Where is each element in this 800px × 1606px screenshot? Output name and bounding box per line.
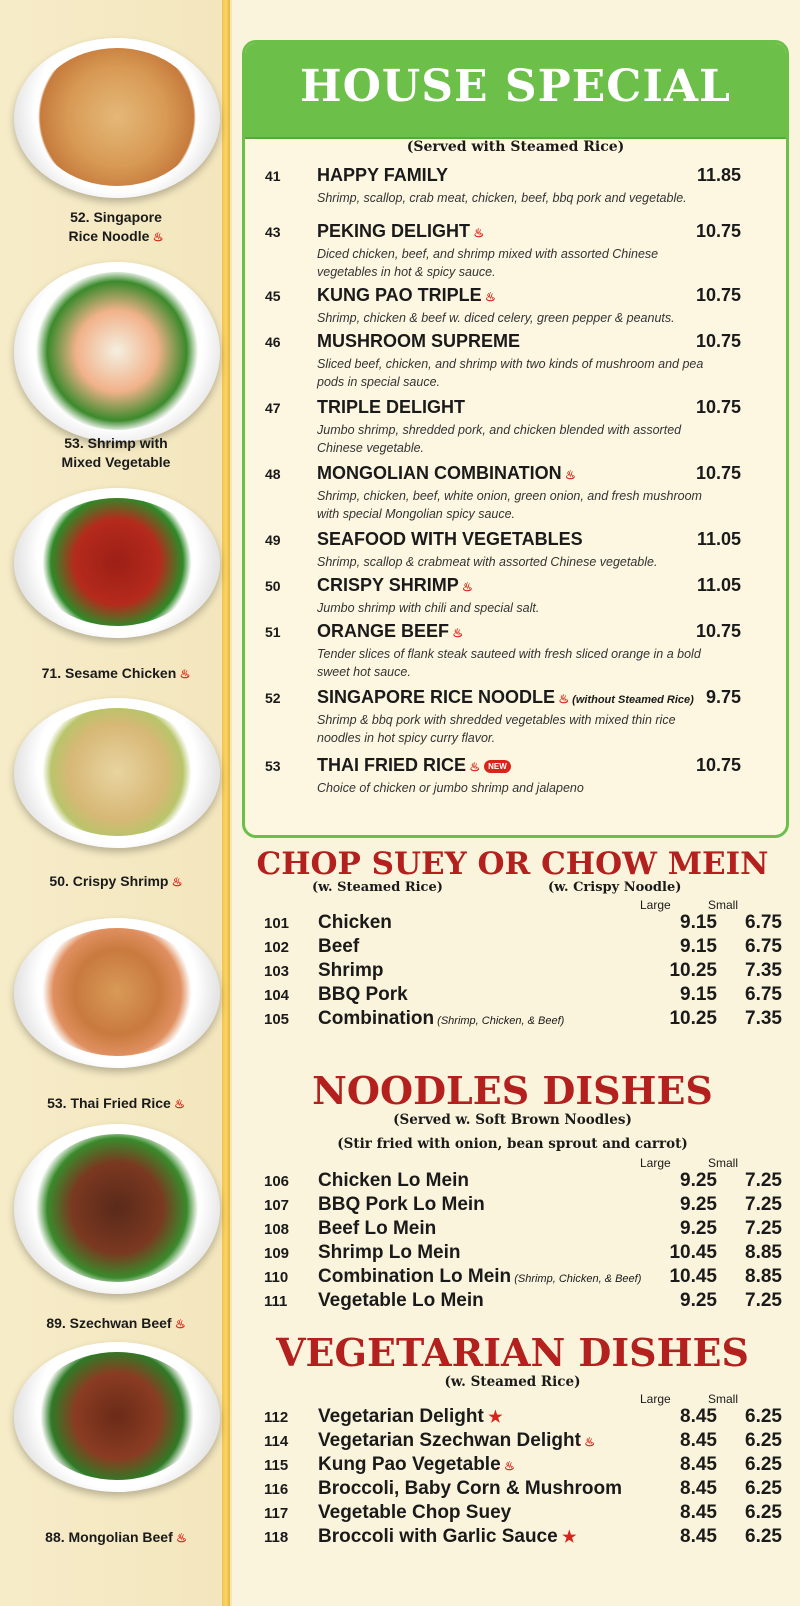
price-small: 8.85	[745, 1266, 782, 1287]
photo-caption	[0, 1314, 232, 1334]
dish-food	[32, 928, 202, 1056]
menu-row	[242, 912, 783, 936]
item-number: 110	[264, 1269, 289, 1286]
dish-photo	[14, 38, 220, 198]
price-large: 8.45	[680, 1526, 717, 1547]
noodles-sub1: (Served w. Soft Brown Noodles)	[393, 1112, 632, 1128]
chop-suey-sub-right: (w. Crispy Noodle)	[548, 880, 682, 895]
item-name: Beef	[318, 936, 360, 957]
photo-caption	[0, 872, 232, 892]
noodles-col-small: Small	[708, 1156, 739, 1170]
item-name: SEAFOOD WITH VEGETABLES	[317, 529, 583, 549]
item-description: Shrimp, scallop, crab meat, chicken, beef, bbq pork and vegetable.	[317, 191, 687, 205]
pepper-icon: ♨	[172, 1531, 187, 1545]
caption-text: Mixed Vegetable	[61, 454, 171, 470]
item-note: (without Steamed Rice)	[569, 694, 694, 706]
house-special-panel	[242, 40, 789, 838]
price-small: 8.85	[745, 1242, 782, 1263]
item-name: ORANGE BEEF ♨	[317, 621, 464, 641]
dish-photo	[14, 488, 220, 638]
item-number: 43	[265, 224, 281, 240]
pepper-icon: ♨	[500, 1459, 515, 1473]
item-number: 114	[264, 1433, 289, 1450]
item-price: 10.75	[695, 331, 741, 351]
item-name: CRISPY SHRIMP ♨	[317, 575, 473, 595]
item-number: 116	[264, 1481, 289, 1498]
item-description: Jumbo shrimp with chili and special salt.	[317, 601, 540, 615]
price-large: 10.45	[669, 1242, 717, 1263]
item-name: Chicken	[318, 912, 392, 933]
price-large: 8.45	[680, 1502, 717, 1523]
item-name: Broccoli with Garlic Sauce ★	[318, 1526, 577, 1547]
item-number: 103	[264, 963, 290, 980]
item-description: Sliced beef, chicken, and shrimp with two kinds of mushroom and pea pods in special sauce.	[317, 357, 704, 389]
price-large: 8.45	[680, 1406, 717, 1427]
menu-row	[242, 1242, 783, 1266]
menu-row	[242, 1454, 783, 1478]
price-small: 7.25	[745, 1290, 782, 1311]
pepper-icon: ♨	[561, 468, 576, 482]
vegetarian-title: VEGETARIAN DISHES	[276, 1330, 749, 1375]
menu-row	[242, 1266, 783, 1290]
item-name: Shrimp	[318, 960, 384, 981]
item-name: Shrimp Lo Mein	[318, 1242, 461, 1263]
dish-food	[32, 1134, 202, 1282]
item-price: 11.85	[696, 165, 741, 185]
chop-suey-title: CHOP SUEY OR CHOW MEIN	[256, 846, 769, 882]
item-number: 45	[265, 288, 281, 304]
price-small: 6.25	[745, 1454, 782, 1475]
item-number: 48	[265, 466, 281, 482]
item-number: 47	[265, 400, 281, 416]
item-name: Kung Pao Vegetable ♨	[318, 1454, 515, 1475]
item-description: Choice of chicken or jumbo shrimp and jalapeno	[317, 781, 584, 795]
caption-text: 88. Mongolian Beef	[45, 1529, 173, 1545]
item-number: 117	[264, 1505, 289, 1522]
chop-suey-col-small: Small	[708, 898, 739, 912]
menu-row	[242, 984, 783, 1008]
item-number: 101	[264, 915, 290, 932]
item-number: 49	[265, 532, 281, 548]
pepper-icon: ♨	[171, 1317, 186, 1331]
item-price: 11.05	[696, 575, 741, 595]
menu-row	[242, 1170, 783, 1194]
dish-food	[32, 272, 202, 430]
dish-food	[32, 498, 202, 626]
item-note: (Shrimp, Chicken, & Beef)	[511, 1273, 642, 1285]
menu-row	[242, 1194, 783, 1218]
item-name: BBQ Pork	[318, 984, 408, 1005]
noodles-title: NOODLES DISHES	[312, 1068, 713, 1113]
item-price: 10.75	[695, 397, 741, 417]
pepper-icon: ♨	[580, 1435, 596, 1449]
house-special-title: HOUSE SPECIAL	[300, 61, 731, 112]
item-name: MONGOLIAN COMBINATION ♨	[317, 463, 576, 483]
item-price: 10.75	[695, 621, 741, 641]
item-price: 10.75	[695, 755, 741, 775]
item-description: Shrimp, chicken & beef w. diced celery, green pepper & peanuts.	[317, 311, 675, 325]
dish-food	[32, 1352, 202, 1480]
item-price: 10.75	[695, 285, 741, 305]
price-small: 6.75	[745, 912, 782, 933]
item-number: 115	[264, 1457, 289, 1474]
pepper-icon: ♨	[470, 226, 485, 240]
dish-photo	[14, 1342, 220, 1492]
item-number: 111	[264, 1293, 288, 1310]
price-small: 6.75	[745, 984, 782, 1005]
item-price: 10.75	[695, 463, 741, 483]
item-number: 118	[264, 1529, 289, 1546]
caption-text: 53. Shrimp with	[64, 435, 168, 451]
pepper-icon: ♨	[149, 230, 164, 244]
item-name: KUNG PAO TRIPLE ♨	[317, 285, 496, 305]
chop-suey-sub-left: (w. Steamed Rice)	[312, 880, 443, 895]
noodles-sub2: (Stir fried with onion, bean sprout and carrot)	[337, 1136, 688, 1152]
pepper-icon: ♨	[170, 1097, 185, 1111]
item-name: Vegetable Lo Mein	[318, 1290, 484, 1311]
pepper-icon: ♨	[168, 875, 183, 889]
star-icon: ★	[483, 1409, 503, 1426]
price-large: 8.45	[680, 1478, 717, 1499]
item-price: 11.05	[696, 529, 741, 549]
item-number: 112	[264, 1409, 289, 1426]
menu-row	[242, 1526, 783, 1550]
price-large: 9.15	[680, 984, 717, 1005]
item-name: SINGAPORE RICE NOODLE ♨ (without Steamed Rice)	[317, 687, 694, 707]
item-name: Chicken Lo Mein	[318, 1170, 469, 1191]
item-name: Vegetable Chop Suey	[318, 1502, 512, 1523]
photo-caption	[0, 664, 232, 684]
item-description: Tender slices of flank steak sauteed with fresh sliced orange in a bold sweet hot sauce.	[317, 647, 701, 679]
price-large: 9.25	[680, 1194, 717, 1215]
price-small: 7.35	[745, 1008, 782, 1029]
caption-text: Rice Noodle	[68, 228, 150, 244]
menu-row	[242, 1218, 783, 1242]
item-name: Vegetarian Szechwan Delight ♨	[318, 1430, 596, 1451]
price-small: 6.25	[745, 1406, 782, 1427]
item-price: 9.75	[705, 687, 741, 707]
price-small: 7.25	[745, 1218, 782, 1239]
item-description: Shrimp, scallop & crabmeat with assorted Chinese vegetable.	[317, 555, 658, 569]
item-description: Jumbo shrimp, shredded pork, and chicken blended with assorted Chinese vegetable.	[317, 423, 682, 455]
price-large: 10.25	[669, 960, 717, 981]
vegetarian-col-small: Small	[708, 1392, 739, 1406]
price-small: 6.25	[745, 1430, 782, 1451]
item-number: 51	[265, 624, 281, 640]
item-number: 53	[265, 758, 281, 774]
item-name: Combination (Shrimp, Chicken, & Beef)	[318, 1008, 565, 1029]
menu-row	[242, 1502, 783, 1526]
chop-suey-col-large: Large	[640, 898, 671, 912]
item-number: 52	[265, 690, 281, 706]
pepper-icon: ♨	[449, 626, 464, 640]
item-number: 109	[264, 1245, 290, 1262]
pepper-icon: ♨	[466, 760, 481, 774]
item-name: HAPPY FAMILY	[317, 165, 449, 185]
pepper-icon: ♨	[481, 290, 496, 304]
item-name: THAI FRIED RICE ♨ NEW	[317, 755, 511, 776]
item-name: Broccoli, Baby Corn & Mushroom	[318, 1478, 623, 1499]
item-description: Shrimp & bbq pork with shredded vegetables with mixed thin rice noodles in hot spicy curry flavor.	[317, 713, 676, 745]
dish-photo	[14, 1124, 220, 1294]
item-note: (Shrimp, Chicken, & Beef)	[434, 1015, 565, 1027]
item-number: 106	[264, 1173, 290, 1190]
noodles-col-large: Large	[640, 1156, 671, 1170]
price-large: 9.25	[680, 1170, 717, 1191]
price-small: 7.25	[745, 1194, 782, 1215]
dish-food	[32, 708, 202, 836]
item-number: 104	[264, 987, 290, 1004]
price-small: 6.25	[745, 1526, 782, 1547]
price-small: 7.25	[745, 1170, 782, 1191]
item-number: 108	[264, 1221, 290, 1238]
caption-text: 71. Sesame Chicken	[41, 665, 177, 681]
item-number: 41	[265, 168, 281, 184]
price-small: 6.25	[745, 1478, 782, 1499]
pepper-icon: ♨	[458, 580, 473, 594]
item-name: TRIPLE DELIGHT	[317, 397, 465, 417]
price-large: 9.25	[680, 1218, 717, 1239]
caption-text: 52. Singapore	[70, 209, 162, 225]
item-number: 105	[264, 1011, 290, 1028]
new-badge: NEW	[484, 760, 511, 773]
price-large: 8.45	[680, 1430, 717, 1451]
dish-food	[32, 48, 202, 186]
item-number: 107	[264, 1197, 290, 1214]
photo-caption	[0, 1528, 232, 1548]
item-price: 10.75	[695, 221, 741, 241]
item-number: 102	[264, 939, 290, 956]
price-large: 9.15	[680, 936, 717, 957]
price-small: 6.75	[745, 936, 782, 957]
photo-caption	[0, 434, 232, 472]
photo-caption	[0, 1094, 232, 1114]
item-description: Diced chicken, beef, and shrimp mixed with assorted Chinese vegetables in hot & spicy sauce.	[317, 247, 659, 279]
dish-photo	[14, 698, 220, 848]
vegetarian-sub: (w. Steamed Rice)	[444, 1374, 581, 1390]
price-large: 10.25	[669, 1008, 717, 1029]
menu-row	[242, 960, 783, 984]
dish-photo	[14, 262, 220, 442]
caption-text: 50. Crispy Shrimp	[49, 873, 169, 889]
photo-caption	[0, 208, 232, 247]
item-name: Beef Lo Mein	[318, 1218, 437, 1239]
menu-row	[242, 1290, 783, 1314]
dish-photo	[14, 918, 220, 1068]
price-large: 10.45	[669, 1266, 717, 1287]
price-large: 8.45	[680, 1454, 717, 1475]
item-description: Shrimp, chicken, beef, white onion, green onion, and fresh mushroom with special Mongolian spicy sauce.	[317, 489, 702, 521]
caption-text: 53. Thai Fried Rice	[47, 1095, 171, 1111]
caption-text: 89. Szechwan Beef	[46, 1315, 172, 1331]
vegetarian-col-large: Large	[640, 1392, 671, 1406]
item-name: Combination Lo Mein (Shrimp, Chicken, & Beef)	[318, 1266, 642, 1287]
price-small: 6.25	[745, 1502, 782, 1523]
item-number: 50	[265, 578, 281, 594]
item-name: BBQ Pork Lo Mein	[318, 1194, 485, 1215]
item-name: Vegetarian Delight ★	[318, 1406, 503, 1427]
item-number: 46	[265, 334, 281, 350]
pepper-icon: ♨	[176, 667, 191, 681]
menu-row	[242, 1478, 783, 1502]
menu-row	[242, 1406, 783, 1430]
price-small: 7.35	[745, 960, 782, 981]
pepper-icon: ♨	[555, 692, 570, 706]
price-large: 9.25	[680, 1290, 717, 1311]
house-special-subtitle: (Served with Steamed Rice)	[406, 139, 625, 155]
menu-row	[242, 1008, 783, 1032]
menu-row	[242, 1430, 783, 1454]
menu-row	[242, 936, 783, 960]
item-name: MUSHROOM SUPREME	[317, 331, 521, 351]
star-icon: ★	[557, 1529, 577, 1546]
item-name: PEKING DELIGHT ♨	[317, 221, 485, 241]
price-large: 9.15	[680, 912, 717, 933]
